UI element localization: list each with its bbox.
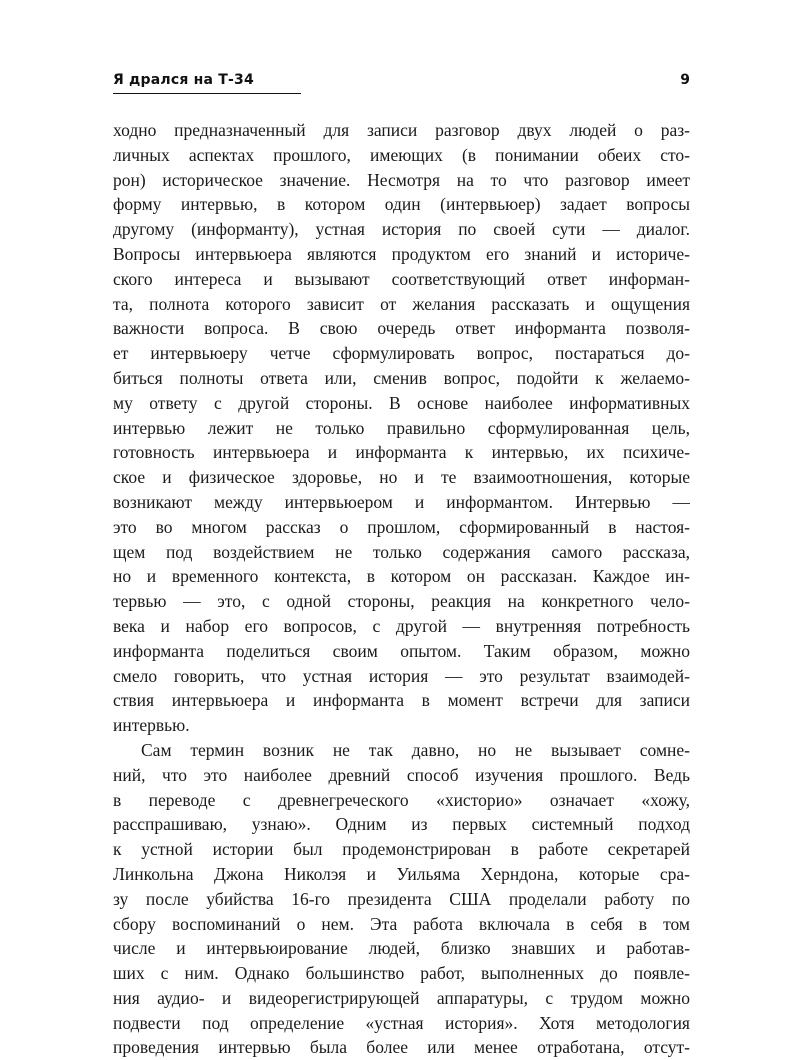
text-line: важности вопроса. В свою очередь ответ информанта позволя- [113, 318, 690, 339]
text-line: ского интереса и вызывают соответствующий ответ информан- [113, 268, 690, 289]
text-line: ет интервьюеру четче сформулировать вопрос, постараться до- [113, 343, 690, 364]
text-line: рон) историческое значение. Несмотря на то что разговор имеет [113, 169, 690, 190]
text-line: Линкольна Джона Николэя и Уильяма Херндона, которые сра- [113, 863, 690, 884]
text-line: форму интервью, в котором один (интервьюер) задает вопросы [113, 194, 690, 215]
text-line: ходно предназначенный для записи разговор двух людей о раз- [113, 120, 690, 140]
text-line: биться полноты ответа или, сменив вопрос, подойти к желаемо- [113, 367, 690, 388]
text-line: другому (информанту), устная история по своей сути — диалог. [113, 219, 690, 240]
text-line: это во многом рассказ о прошлом, сформированный в настоя- [113, 516, 690, 537]
paragraph [113, 738, 690, 1060]
text-line: зу после убийства 16-го президента США проделали работу по [113, 888, 690, 909]
text-line: в переводе с древнегреческого «хисторио» означает «хожу, [113, 789, 690, 810]
text-line: расспрашиваю, узнаю». Одним из первых системный подход [113, 814, 690, 835]
text-line: информанта поделиться своим опытом. Таким образом, можно [113, 640, 690, 661]
text-line: личных аспектах прошлого, имеющих (в понимании обеих сто- [113, 144, 690, 165]
text-line: смело говорить, что устная история — это результат взаимодей- [113, 665, 690, 686]
text-line: Сам термин возник не так давно, но не вызывает сомне- [141, 739, 690, 760]
running-head-title: Я дрался на Т-34 [113, 72, 254, 88]
text-line: интервью. [113, 715, 190, 736]
page-number: 9 [680, 72, 690, 88]
paragraph [113, 118, 690, 738]
text-line: интервью лежит не только правильно сформулированная цель, [113, 417, 690, 438]
text-line: возникают между интервьюером и информантом. Интервью — [113, 491, 690, 512]
text-line: ших с ним. Однако большинство работ, выполненных до появле- [113, 963, 690, 984]
text-line: к устной истории был продемонстрирован в работе секретарей [113, 839, 690, 860]
text-line: но и временного контекста, в котором он рассказан. Каждое ин- [113, 566, 690, 587]
text-line: ствия интервьюера и информанта в момент встречи для записи [113, 690, 690, 711]
text-line: тервью — это, с одной стороны, реакция на конкретного чело- [113, 591, 690, 612]
text-line: проведения интервью была более или менее отработана, отсут- [113, 1037, 690, 1058]
text-line: сбору воспоминаний о нем. Эта работа включала в себя в том [113, 913, 690, 934]
text-line: щем под воздействием не только содержания самого рассказа, [113, 541, 690, 562]
text-line: века и набор его вопросов, с другой — внутренняя потребность [113, 615, 690, 636]
text-line: готовность интервьюера и информанта к интервью, их психиче- [113, 442, 690, 463]
text-line: му ответу с другой стороны. В основе наиболее информативных [113, 392, 690, 413]
text-line: подвести под определение «устная история». Хотя методология [113, 1012, 690, 1033]
text-line: та, полнота которого зависит от желания рассказать и ощущения [113, 293, 690, 314]
text-line: ний, что это наиболее древний способ изучения прошлого. Ведь [113, 764, 690, 785]
text-line: ния аудио- и видеорегистрирующей аппаратуры, с трудом можно [113, 987, 690, 1008]
header-rule [113, 93, 301, 94]
running-header [113, 69, 690, 99]
body-text [113, 118, 690, 1060]
text-line: ское и физическое здоровье, но и те взаимоотношения, которые [113, 467, 690, 488]
text-line: Вопросы интервьюера являются продуктом его знаний и историче- [113, 243, 690, 264]
text-line: числе и интервьюирование людей, близко знавших и работав- [113, 938, 690, 959]
